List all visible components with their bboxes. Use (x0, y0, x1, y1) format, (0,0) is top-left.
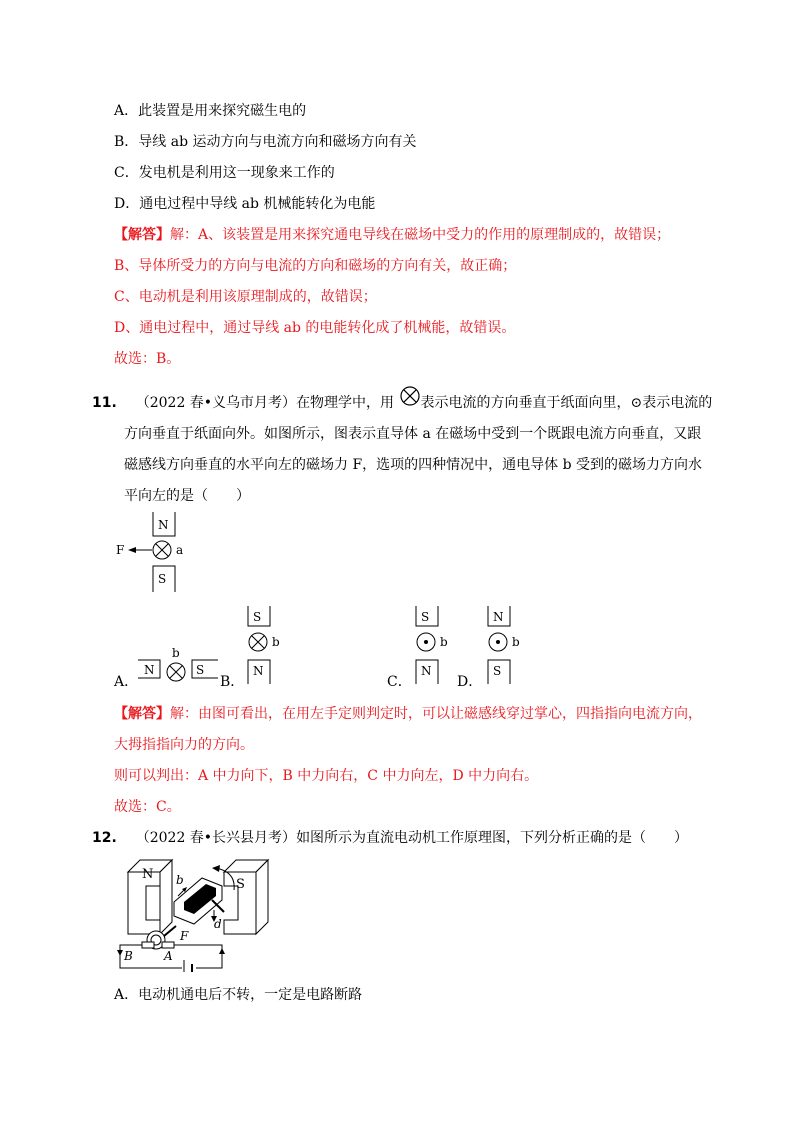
force-label: F (116, 543, 125, 557)
q12-line-1: 12. （2022 春•长兴县月考）如图所示为直流电动机工作原理图，下列分析正确的是（ ） (92, 830, 689, 846)
q11-option-b-label: B． (220, 674, 245, 690)
svg-text:b: b (172, 646, 180, 660)
q11-line-3: 磁感线方向垂直的水平向左的磁场力 F，选项的四种情况中，通电导体 b 受到的磁场力方向水 (124, 457, 703, 473)
q10-answer-line-2: B、导体所受力的方向与电流的方向和磁场的方向有关，故正确； (114, 258, 517, 274)
q10-option-c: C．发电机是利用这一现象来工作的 (114, 165, 335, 181)
svg-text:S: S (421, 610, 430, 624)
current-into-page-icon (399, 385, 421, 407)
q10-option-d: D．通电过程中导线 ab 机械能转化为电能 (114, 196, 376, 212)
label-A: A (164, 949, 173, 963)
conductor-a-label: a (176, 543, 184, 557)
q11-line-2: 方向垂直于纸面向外。如图所示，图表示直导体 a 在磁场中受到一个既跟电流方向垂直，又跟 (124, 426, 702, 442)
q12-motor-figure (112, 856, 282, 972)
q10-answer-line-1: 【解答】解：A、该装置是用来探究通电导线在磁场中受力的作用的原理制成的，故错误； (114, 227, 671, 243)
svg-text:S: S (493, 664, 502, 678)
svg-text:N: N (493, 610, 504, 624)
q11-option-b-figure (240, 604, 300, 686)
q10-option-a: A．此装置是用来探究磁生电的 (114, 103, 307, 119)
q11-option-a-label: A． (114, 674, 139, 690)
q11-main-figure (112, 510, 202, 596)
conductor-a-cross-icon (153, 541, 171, 559)
option-c-conductor-dot-icon (417, 633, 435, 651)
q10-option-b: B．导线 ab 运动方向与电流方向和磁场方向有关 (114, 134, 417, 150)
q11-answer-line-3: 则可以判出：A 中力向下，B 中力向右，C 中力向左，D 中力向右。 (114, 768, 539, 784)
q11-line-1: 11. （2022 春•义乌市月考）在物理学中，用 表示电流的方向垂直于纸面向里，⊙表示电流的 (92, 393, 712, 413)
force-arrow-left (128, 547, 152, 553)
label-B: B (124, 949, 133, 963)
question-source: （2022 春•长兴县月考） (135, 830, 297, 846)
svg-text:N: N (253, 664, 264, 678)
q10-answer-line-5: 故选：B。 (114, 351, 181, 367)
question-number: 12. (92, 830, 117, 846)
question-source: （2022 春•义乌市月考） (135, 395, 297, 411)
north-label: N (158, 518, 169, 532)
option-d-conductor-dot-icon (489, 633, 507, 651)
south-magnet-block (224, 860, 268, 934)
svg-text:b: b (272, 635, 280, 649)
q11-option-a-figure (134, 640, 224, 690)
q10-answer-line-3: C、电动机是利用该原理制成的，故错误； (114, 289, 377, 305)
option-b-conductor-cross-icon (249, 633, 267, 651)
north-label: N (142, 867, 154, 882)
q11-option-d-figure (480, 604, 540, 686)
q11-line-4: 平向左的是（ ） (124, 488, 250, 504)
south-label: S (158, 572, 167, 586)
q10-answer-line-4: D、通电过程中，通过导线 ab 的电能转化成了机械能，故错误。 (114, 320, 516, 336)
answer-tag: 【解答】 (114, 227, 170, 243)
svg-text:b: b (512, 635, 520, 649)
svg-text:b: b (440, 635, 448, 649)
label-F: F (180, 929, 189, 943)
svg-text:N: N (144, 663, 155, 677)
q12-option-a: A．电动机通电后不转，一定是电路断路 (114, 987, 363, 1003)
north-pole-magnet (153, 512, 175, 536)
north-magnet-block (128, 860, 172, 934)
svg-text:S: S (253, 610, 262, 624)
option-a-conductor-cross-icon (167, 663, 185, 681)
svg-text:N: N (421, 664, 432, 678)
svg-text:S: S (196, 663, 205, 677)
q11-answer-line-1: 【解答】解：由图可看出，在用左手定则判定时，可以让磁感线穿过掌心，四指指向电流方向， (114, 706, 702, 722)
label-b: b (176, 873, 184, 887)
q11-option-c-label: C． (387, 674, 412, 690)
battery-icon (184, 960, 192, 972)
q11-answer-line-2: 大拇指指向力的方向。 (114, 737, 254, 753)
label-d: d (214, 917, 222, 931)
south-pole-magnet (153, 566, 175, 592)
q11-answer-line-4: 故选：C。 (114, 799, 181, 815)
answer-tag: 【解答】 (114, 706, 170, 722)
south-label: S (236, 877, 245, 892)
q11-option-d-label: D． (457, 674, 483, 690)
question-number: 11. (92, 395, 117, 411)
